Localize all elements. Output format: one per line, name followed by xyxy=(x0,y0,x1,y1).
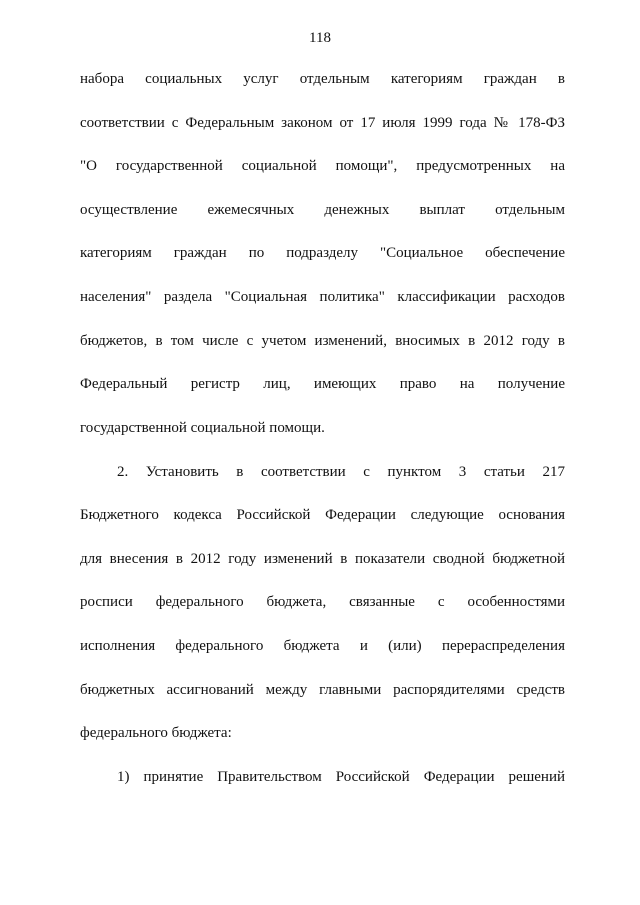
text-line: федерального бюджета: xyxy=(80,725,232,741)
text-line: населения" раздела "Социальная политика" классификации расходов xyxy=(80,289,565,305)
paragraph-start-line: 2. Установить в соответствии с пунктом 3 статьи 217 xyxy=(117,464,565,480)
text-line: исполнения федерального бюджета и (или) перераспределения xyxy=(80,638,565,654)
text-line: Бюджетного кодекса Российской Федерации следующие основания xyxy=(80,507,565,523)
text-line: категориям граждан по подразделу "Социальное обеспечение xyxy=(80,245,565,261)
text-line: набора социальных услуг отдельным категориям граждан в xyxy=(80,71,565,87)
text-line: государственной социальной помощи. xyxy=(80,420,325,436)
text-line: росписи федерального бюджета, связанные с особенностями xyxy=(80,594,565,610)
text-line: для внесения в 2012 году изменений в показатели сводной бюджетной xyxy=(80,551,565,567)
text-line: "О государственной социальной помощи", предусмотренных на xyxy=(80,158,565,174)
text-line: осуществление ежемесячных денежных выплат отдельным xyxy=(80,202,565,218)
list-item-line: 1) принятие Правительством Российской Федерации решений xyxy=(117,769,565,785)
text-line: бюджетов, в том числе с учетом изменений, вносимых в 2012 году в xyxy=(80,333,565,349)
text-line: соответствии с Федеральным законом от 17 июля 1999 года № 178-ФЗ xyxy=(80,115,565,131)
text-line: Федеральный регистр лиц, имеющих право на получение xyxy=(80,376,565,392)
page-number: 118 xyxy=(309,30,331,46)
text-line: бюджетных ассигнований между главными распорядителями средств xyxy=(80,682,565,698)
